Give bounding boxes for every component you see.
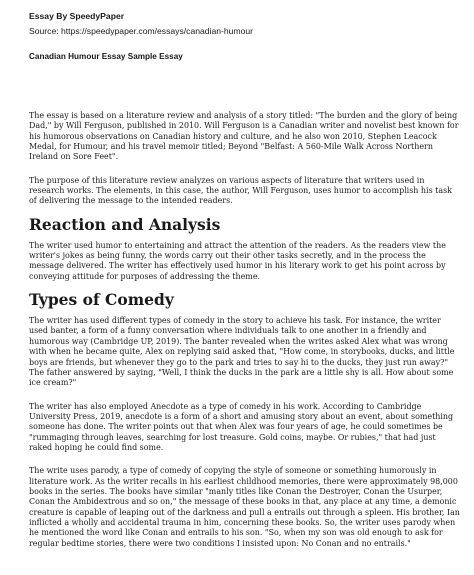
types-paragraph-2: The writer has also employed Anecdote as a type of comedy in his work. According to Cambridge University Press, 2019, anecdote is a form of a short and amusing story about an event, about something someone has done. The writer points out that when Alex was four years of age, he could sometimes be "rummaging through leaves, searching for lost treasure. Gold coins, maybe. Or rubies," that had just raked hoping he could find some. <box>29 401 454 452</box>
heading-types-of-comedy: Types of Comedy <box>29 290 174 310</box>
document-title: Canadian Humour Essay Sample Essay <box>29 52 183 61</box>
document-body <box>29 111 460 549</box>
types-paragraph-3: The write uses parody, a type of comedy of copying the style of someone or something humorously in literature work. As the writer recalls in his earliest childhood memories, there were approximately 98,000 books in the series. The books have similar "manly titles like Conan the Destroyer, Conan the Usurper, Conan the Ambidextrous and so on," the message of these books in that, any place at any time, a demonic creature is capable of leaping out of the darkness and pull a entrails out through a spleen. His brother, Ian inflicted a wholly and accidental trauma in him, concerning these books. So, the writer uses parody when he mentioned the word like Conan and entrails to his son. "So, when my son was old enough to ask for regular bedtime stories, there were two conditions I insisted upon: No Conan and no entrails." <box>29 466 460 548</box>
reaction-paragraph-1: The writer used humor to entertaining and attract the attention of the readers. As the readers view the writer's jokes as being funny, the words carry out their other tasks secretly, and in the process the message delivered. The writer has effectively used humor in his literary work to get his point across by conveying attitude for purposes of addressing the theme. <box>29 240 446 281</box>
source-url: Source: https://speedypaper.com/essays/canadian-humour <box>29 26 254 36</box>
types-paragraph-1: The writer has used different types of comedy in the story to achieve his task. For instance, the writer used banter, a form of a funny conversation where individuals talk to one another in a friendly and humorous way (Cambridge UP, 2019). The banter revealed when the writes asked Alex what was wrong with when he became quite, Alex on replying said asked that, "How come, in storybooks, ducks, and little boys are friends, but whenever they go to the park and tries to say hi to the ducks, they just run away?" The father answered by saying, "Well, I think the ducks in the park are a little shy is all. How about some ice cream?" <box>29 316 455 388</box>
heading-reaction-analysis: Reaction and Analysis <box>29 214 221 234</box>
intro-paragraph-1: The essay is based on a literature review and analysis of a story titled: "The burden and the glory of being Dad," by Will Ferguson, published in 2010. Will Ferguson is a Canadian writer and novelist best known for his humorous observations on Canadian history and culture, and he also won 2010, Stephen Leacock Medal, for Humour, and his travel memoir titled; Beyond "Belfast: A 560-Mile Walk Across Northern Ireland on Sore Feet". <box>29 111 459 162</box>
intro-paragraph-2: The purpose of this literature review analyzes on various aspects of literature that writers used in research works. The elements, in this case, the author, Will Ferguson, uses humor to accomplish his task of delivering the message to the intended readers. <box>29 175 452 206</box>
source-brand: Essay By SpeedyPaper <box>29 11 125 21</box>
